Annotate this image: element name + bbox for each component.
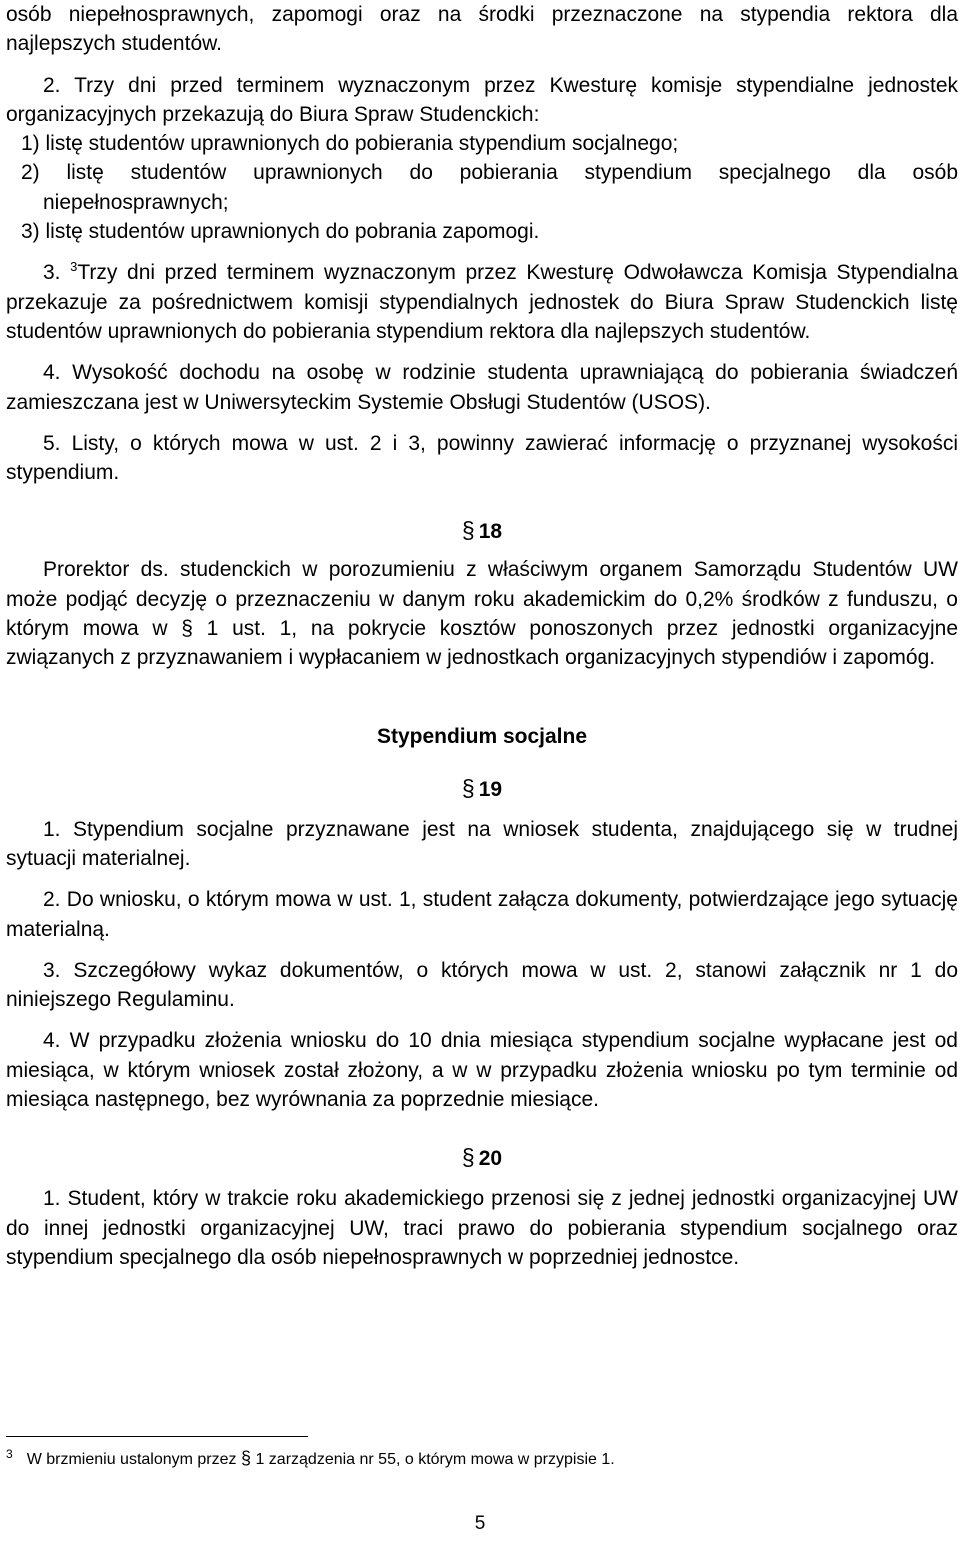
item-number: 3. xyxy=(43,261,61,285)
paragraph-17-2: 2. Trzy dni przed terminem wyznaczonym przez Kwesturę komisje stypendialne jednostek organizacyjnych przekazują do Biura Spraw Studenckich: xyxy=(6,73,958,126)
paragraph-20-1: 1. Student, który w trakcie roku akademickiego przenosi się z jednej jednostki organizacyjnej UW do innej jednostki organizacyjnej UW, traci prawo do pobierania stypendium socjalnego oraz stypendium specjalnego dla osób niepełnosprawnych w poprzedniej jednostce. xyxy=(6,1187,958,1269)
footnote-reference: 3 xyxy=(70,259,78,275)
section-symbol: § xyxy=(181,617,193,641)
paragraph-text: Prorektor ds. studenckich w porozumieniu z właściwym organem Samorządu Studentów UW może podjąć decyzję o przeznaczeniu w danym roku akademickim do 0,2% środków z funduszu, o którym mowa w xyxy=(6,558,958,641)
paragraph-text: 1 ust. 1, na pokrycie kosztów ponoszonych przez jednostki organizacyjne związanych z przyznawaniem i wypłacaniem w jednostkach organizacyjnych stypendiów i zapomóg. xyxy=(6,617,959,670)
section-number: 19 xyxy=(478,777,503,801)
footnote-mark: 3 xyxy=(6,1447,13,1461)
paragraph-18 xyxy=(6,555,958,672)
footnote xyxy=(6,1444,946,1470)
footnote-text: W brzmieniu ustalonym przez xyxy=(26,1451,241,1468)
page-number: 5 xyxy=(474,1513,486,1534)
paragraph-19-1: 1. Stypendium socjalne przyznawane jest na wniosek studenta, znajdującego się w trudnej sytuacji materialnej. xyxy=(6,817,958,870)
paragraph-19-4: 4. W przypadku złożenia wniosku do 10 dnia miesiąca stypendium socjalne wypłacane jest od miesiąca, w którym wniosek został złożony, a w w przypadku złożenia wniosku po tym terminie od miesiąca następnego, bez wyrównania za poprzednie miesiące. xyxy=(6,1029,958,1112)
section-19-heading xyxy=(6,773,958,805)
section-symbol: § xyxy=(461,1144,475,1171)
paragraph-17-3 xyxy=(6,258,958,346)
list-item-3: 3) listę studentów uprawnionych do pobrania zapomogi. xyxy=(21,220,540,244)
paragraph-17-5: 5. Listy, o których mowa w ust. 2 i 3, powinny zawierać informację o przyznanej wysokości stypendium. xyxy=(6,431,958,485)
heading-stypendium-socjalne: Stypendium socjalne xyxy=(376,724,588,748)
paragraph-19-3: 3. Szczegółowy wykaz dokumentów, o których mowa w ust. 2, stanowi załącznik nr 1 do niniejszego Regulaminu. xyxy=(6,958,958,1012)
section-symbol: § xyxy=(461,774,475,801)
paragraph-17-4: 4. Wysokość dochodu na osobę w rodzinie studenta uprawniającą do pobierania świadczeń zamieszczana jest w Uniwersyteckim Systemie Obsługi Studentów (USOS). xyxy=(6,361,958,414)
section-18-heading xyxy=(6,515,958,547)
list-item-2: 2) listę studentów uprawnionych do pobierania stypendium specjalnego dla osób niepełnosprawnych; xyxy=(21,161,958,214)
section-symbol: § xyxy=(240,1448,251,1468)
section-symbol: § xyxy=(461,517,475,544)
paragraph-text: Trzy dni przed terminem wyznaczonym przez Kwesturę Odwoławcza Komisja Stypendialna przekazuje za pośrednictwem komisji stypendialnych jednostek do Biura Spraw Studenckich listę studentów uprawnionych do pobierania stypendium rektora dla najlepszych studentów. xyxy=(6,261,958,343)
paragraph-19-2: 2. Do wniosku, o którym mowa w ust. 1, student załącza dokumenty, potwierdzające jego sytuację materialną. xyxy=(6,888,958,941)
document-page xyxy=(6,0,958,1272)
section-number: 18 xyxy=(478,520,503,544)
section-number: 20 xyxy=(478,1147,503,1171)
section-20-heading xyxy=(6,1142,958,1174)
footnote-text: 1 zarządzenia nr 55, o którym mowa w przypisie 1. xyxy=(251,1451,615,1468)
paragraph-continuation: osób niepełnosprawnych, zapomogi oraz na środki przeznaczone na stypendia rektora dla najlepszych studentów. xyxy=(6,3,958,56)
list-item-1: 1) listę studentów uprawnionych do pobierania stypendium socjalnego; xyxy=(21,132,679,156)
footnote-separator xyxy=(6,1436,308,1437)
